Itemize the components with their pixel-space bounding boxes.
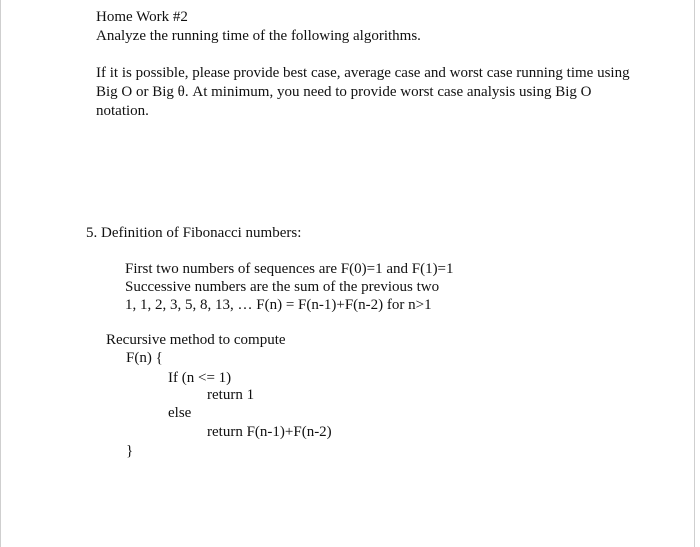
method-label: Recursive method to compute (106, 332, 286, 348)
code-signature: F(n) { (126, 350, 163, 366)
code-closing-brace: } (126, 443, 134, 459)
definition-line-2: Successive numbers are the sum of the previous two (125, 279, 440, 295)
code-else-line: else (168, 405, 192, 421)
instructions-line-3: notation. (96, 103, 149, 119)
definition-line-3: 1, 1, 2, 3, 5, 8, 13, … F(n) = F(n-1)+F(n-2) for n>1 (125, 297, 432, 313)
homework-subtitle: Analyze the running time of the following algorithms. (96, 28, 421, 44)
code-return-recursive: return F(n-1)+F(n-2) (207, 424, 332, 440)
definition-line-1: First two numbers of sequences are F(0)=1 and F(1)=1 (125, 261, 454, 277)
problem-heading: 5. Definition of Fibonacci numbers: (86, 225, 302, 241)
code-if-line: If (n <= 1) (168, 370, 232, 386)
instructions-line-2: Big O or Big θ. At minimum, you need to provide worst case analysis using Big O (96, 84, 592, 100)
code-return-base: return 1 (207, 387, 255, 403)
homework-title: Home Work #2 (96, 9, 188, 25)
instructions-line-1: If it is possible, please provide best case, average case and worst case running time using (96, 65, 630, 81)
